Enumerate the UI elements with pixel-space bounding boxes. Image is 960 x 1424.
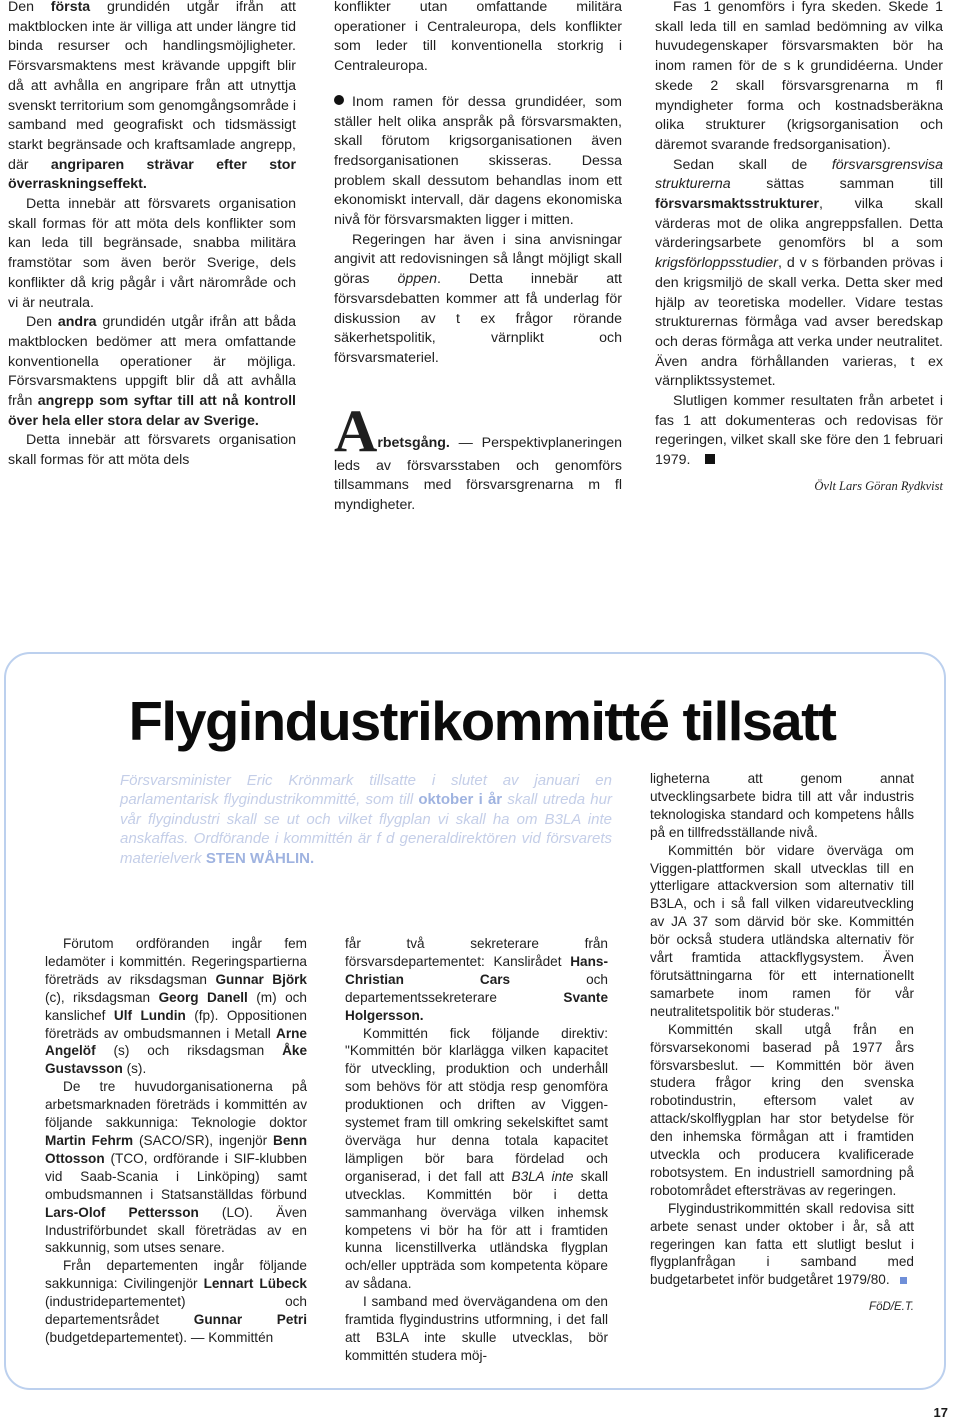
paragraph: Regeringen har även i sina anvisningar angivit att redovisningen så långt möjligt skall göras öppen. Detta innebär att försvarsdebatten kommer att få underlag för diskussion av t ex frågor rörande säkerhetspolitik, värnplikt och försvarsmateriel.	[334, 231, 622, 366]
paragraph: Detta innebär att försvarets organisation skall formas för att möta dels	[8, 432, 296, 469]
paragraph: I samband med övervägandena om den framtida flygindustrins utformning, i det fall att B3LA inte skulle utvecklas, bör kommittén studera möj-	[345, 1294, 608, 1363]
subhead-paragraph: Arbetsgång. — Perspektivplaneringen leds av försvarsstaben och genomförs tillsammans med försvarsgrenarna m fl myndigheter.	[334, 397, 622, 514]
top-column-3	[655, 0, 943, 497]
paragraph: Fas 1 genomförs i fyra skeden. Skede 1 skall leda till en samlad bedömning av vilka huvudegenskaper försvarsmakten bör ha inom ramen för de s k grundidéerna. Under skede 2 skall försvarsgrenarna m fl myndigheter forma och kostnadsberäkna olika strukturer (krigsorganisation och däremot svarande fredsorganisation).	[655, 0, 943, 153]
paragraph: Detta innebär att försvarets organisation skall formas för att möta dels konflikter som kan leda till begränsade, snabba militära framstötar som även berör Sverige, dels konflikter då krig pågår i vårt närområde och vi är neutrala.	[8, 196, 296, 311]
paragraph: konflikter utan omfattande militära operationer i Centraleuropa, dels konflikter som leder till konventionella storkrig i Centraleuropa.	[334, 0, 622, 75]
article-intro: Försvarsminister Eric Krönmark tillsatte i slutet av januari en parlamentarisk flygindustrikommitté, som till oktober i år skall utreda hur vår flygindustri skall se ut och vilket flygplan vi skall ha om B3LA inte anskaffas. Ordförande i kommittén är f d generaldirektören vid försvarets materielverk STEN WÅHLIN.	[120, 772, 612, 867]
end-mark-icon	[705, 454, 715, 464]
author-signature: Övlt Lars Göran Rydkvist	[814, 478, 943, 493]
paragraph: Från departementen ingår följande sakkunniga: Civilingenjör Lennart Lübeck (industridepartementet) och departementsrådet Gunnar Petri (budgetdepartementet). — Kommittén	[45, 1258, 307, 1345]
article-signature: FöD/E.T.	[869, 1301, 914, 1314]
paragraph: får två sekreterare från försvarsdepartementet: Kanslirådet Hans-Christian Cars och departementssekreterare Svante Holgersson.	[345, 936, 608, 1023]
article-column-1	[45, 935, 307, 1347]
drop-cap: A	[334, 397, 378, 464]
article-headline: Flygindustrikommitté tillsatt	[128, 690, 836, 752]
paragraph: Den första grundidén utgår ifrån att maktblocken inte är villiga att under längre tid binda resurser och handlingsmöjligheter. Försvarsmaktens mest krävande uppgift blir då att avhålla en angripare från att utnyttja svenskt territorium som genomgångsområde i samband med geografiskt och tidsmässigt starkt begränsade och kraftsamlade angrepp, där angriparen strävar efter stor överraskningseffekt.	[8, 0, 297, 193]
paragraph: Kommittén bör vidare överväga om Viggen-plattformen skall utvecklas till en ytterligare attackversion som alternativ till B3LA, och i så fall vilken vidareutveckling av JA 37 som därvid bör ske. Kommittén bör också studera utländska alternativ för vårt framtida attackflygsystem. Även förutsättningarna för ett internationellt samarbete inom ramen för vår neutralitetspolitik bör studeras."	[650, 842, 914, 1019]
bullet-paragraph: Inom ramen för dessa grundidéer, som ställer helt olika anspråk på försvarsmakten, skall förutom krigsorganisationen även fredsorganisationen skisseras. Dessa problem skall dessutom behandlas inom ett ekonomiskt intervall, där dagens ekonomiska nivå för försvarsmakten ligger i mitten.	[334, 93, 622, 229]
paragraph: Förutom ordföranden ingår fem ledamöter i kommittén. Regeringspartierna företräds av riksdagsman Gunnar Björk (c), riksdagsman Georg Danell (m) och kanslichef Ulf Lundin (fp). Oppositionen företräds av ombudsmannen i Metall Arne Angelöf (s) och riksdagsman Åke Gustavsson (s).	[45, 936, 307, 1077]
paragraph: Slutligen kommer resultaten från arbetet i fas 1 att dokumenteras och redovisas för regeringen, vilket skall ske före den 1 februari 1979.	[655, 393, 943, 469]
page-number: 17	[933, 1405, 948, 1420]
top-column-1	[8, 0, 296, 471]
intro-highlight: oktober i år	[418, 791, 503, 809]
subhead: rbetsgång.	[377, 434, 450, 451]
end-mark-icon	[900, 1277, 907, 1284]
paragraph: Kommittén skall utgå från en försvarsekonomi baserad på 1977 års försvarsbeslut. — Kommittén bör även studera frågor kring den svenska robotindustrin, eftersom valet av attack/skolflygplan har stor betydelse för den inhemska förmågan att i framtiden utveckla och producera kvalificerade robotsystem. En industriell samordning på robotområdet eftersträvas av regeringen.	[650, 1021, 914, 1198]
intro-author: STEN WÅHLIN.	[205, 849, 315, 867]
paragraph: De tre huvudorganisationerna på arbetsmarknaden företräds i kommittén av följande sakkunniga: Teknologie doktor Martin Fehrm (SACO/SR), ingenjör Benn Ottosson (TCO, ordförande i SIF-klubben vid Saab-Scania i Linköping) samt ombudsmannen i Statsanställdas förbund Lars-Olof Pettersson (LO). Även Industriförbundet skall företrädas av en sakkunnig, som utses senare.	[45, 1079, 307, 1256]
paragraph: Sedan skall de försvarsgrensvisa strukturerna sättas samman till försvarsmaktsstrukturer, vilka skall värderas mot de olika angreppsfallen. Detta värderingsarbete genomförs bl a som krigsförloppsstudier, d v s förbanden prövas i den krigsmiljö de skall verka. Detta sker med hjälp av teoretiska modeller. Vidare testas strukturernas förmåga vad avser beredskap och deras förmåga att verka under neutralitet. Även andra förhållanden varieras, t ex värnpliktssystemet.	[655, 156, 943, 390]
paragraph: Kommittén fick följande direktiv: "Kommittén bör klarlägga vilken kapacitet för utveckling, produktion och underhåll som behövs för att stödja resp genomföra produktionen och driften av Viggen-systemet fram till omkring sekelskiftet samt överväga hur denna totala kapacitet lämpligen bör bara fördelad och organiserad, i det fall att B3LA inte skall utvecklas. Kommittén bör i detta sammanhang överväga vilken inhemsk kompetens vi bör ha för att i framtiden kunna licenstillverka utländska flygplan och/eller uppträda som kompetenta köpare av sådana.	[345, 1025, 608, 1292]
paragraph: Den andra grundidén utgår ifrån att båda maktblocken bedömer att mera omfattande konventionella operationer är möjliga. Försvarsmaktens uppgift blir då att avhålla från angrepp som syftar till att nå kontroll över hela eller stora delar av Sverige.	[8, 314, 297, 429]
bullet-icon	[334, 95, 344, 105]
paragraph: Flygindustrikommittén skall redovisa sitt arbete senast under oktober i år, så att regeringen kan fatta ett slutligt beslut i flygplanfrågan i samband med budgetarbetet inför budgetåret 1979/80.	[650, 1200, 914, 1288]
paragraph: ligheterna att genom annat utvecklingsarbete bidra till att vår industris teknologiska standard och kompetens hålls på en tillfredsställande nivå.	[650, 771, 914, 840]
top-column-2	[334, 0, 622, 516]
article-column-3	[650, 770, 914, 1317]
article-column-2	[345, 935, 608, 1365]
